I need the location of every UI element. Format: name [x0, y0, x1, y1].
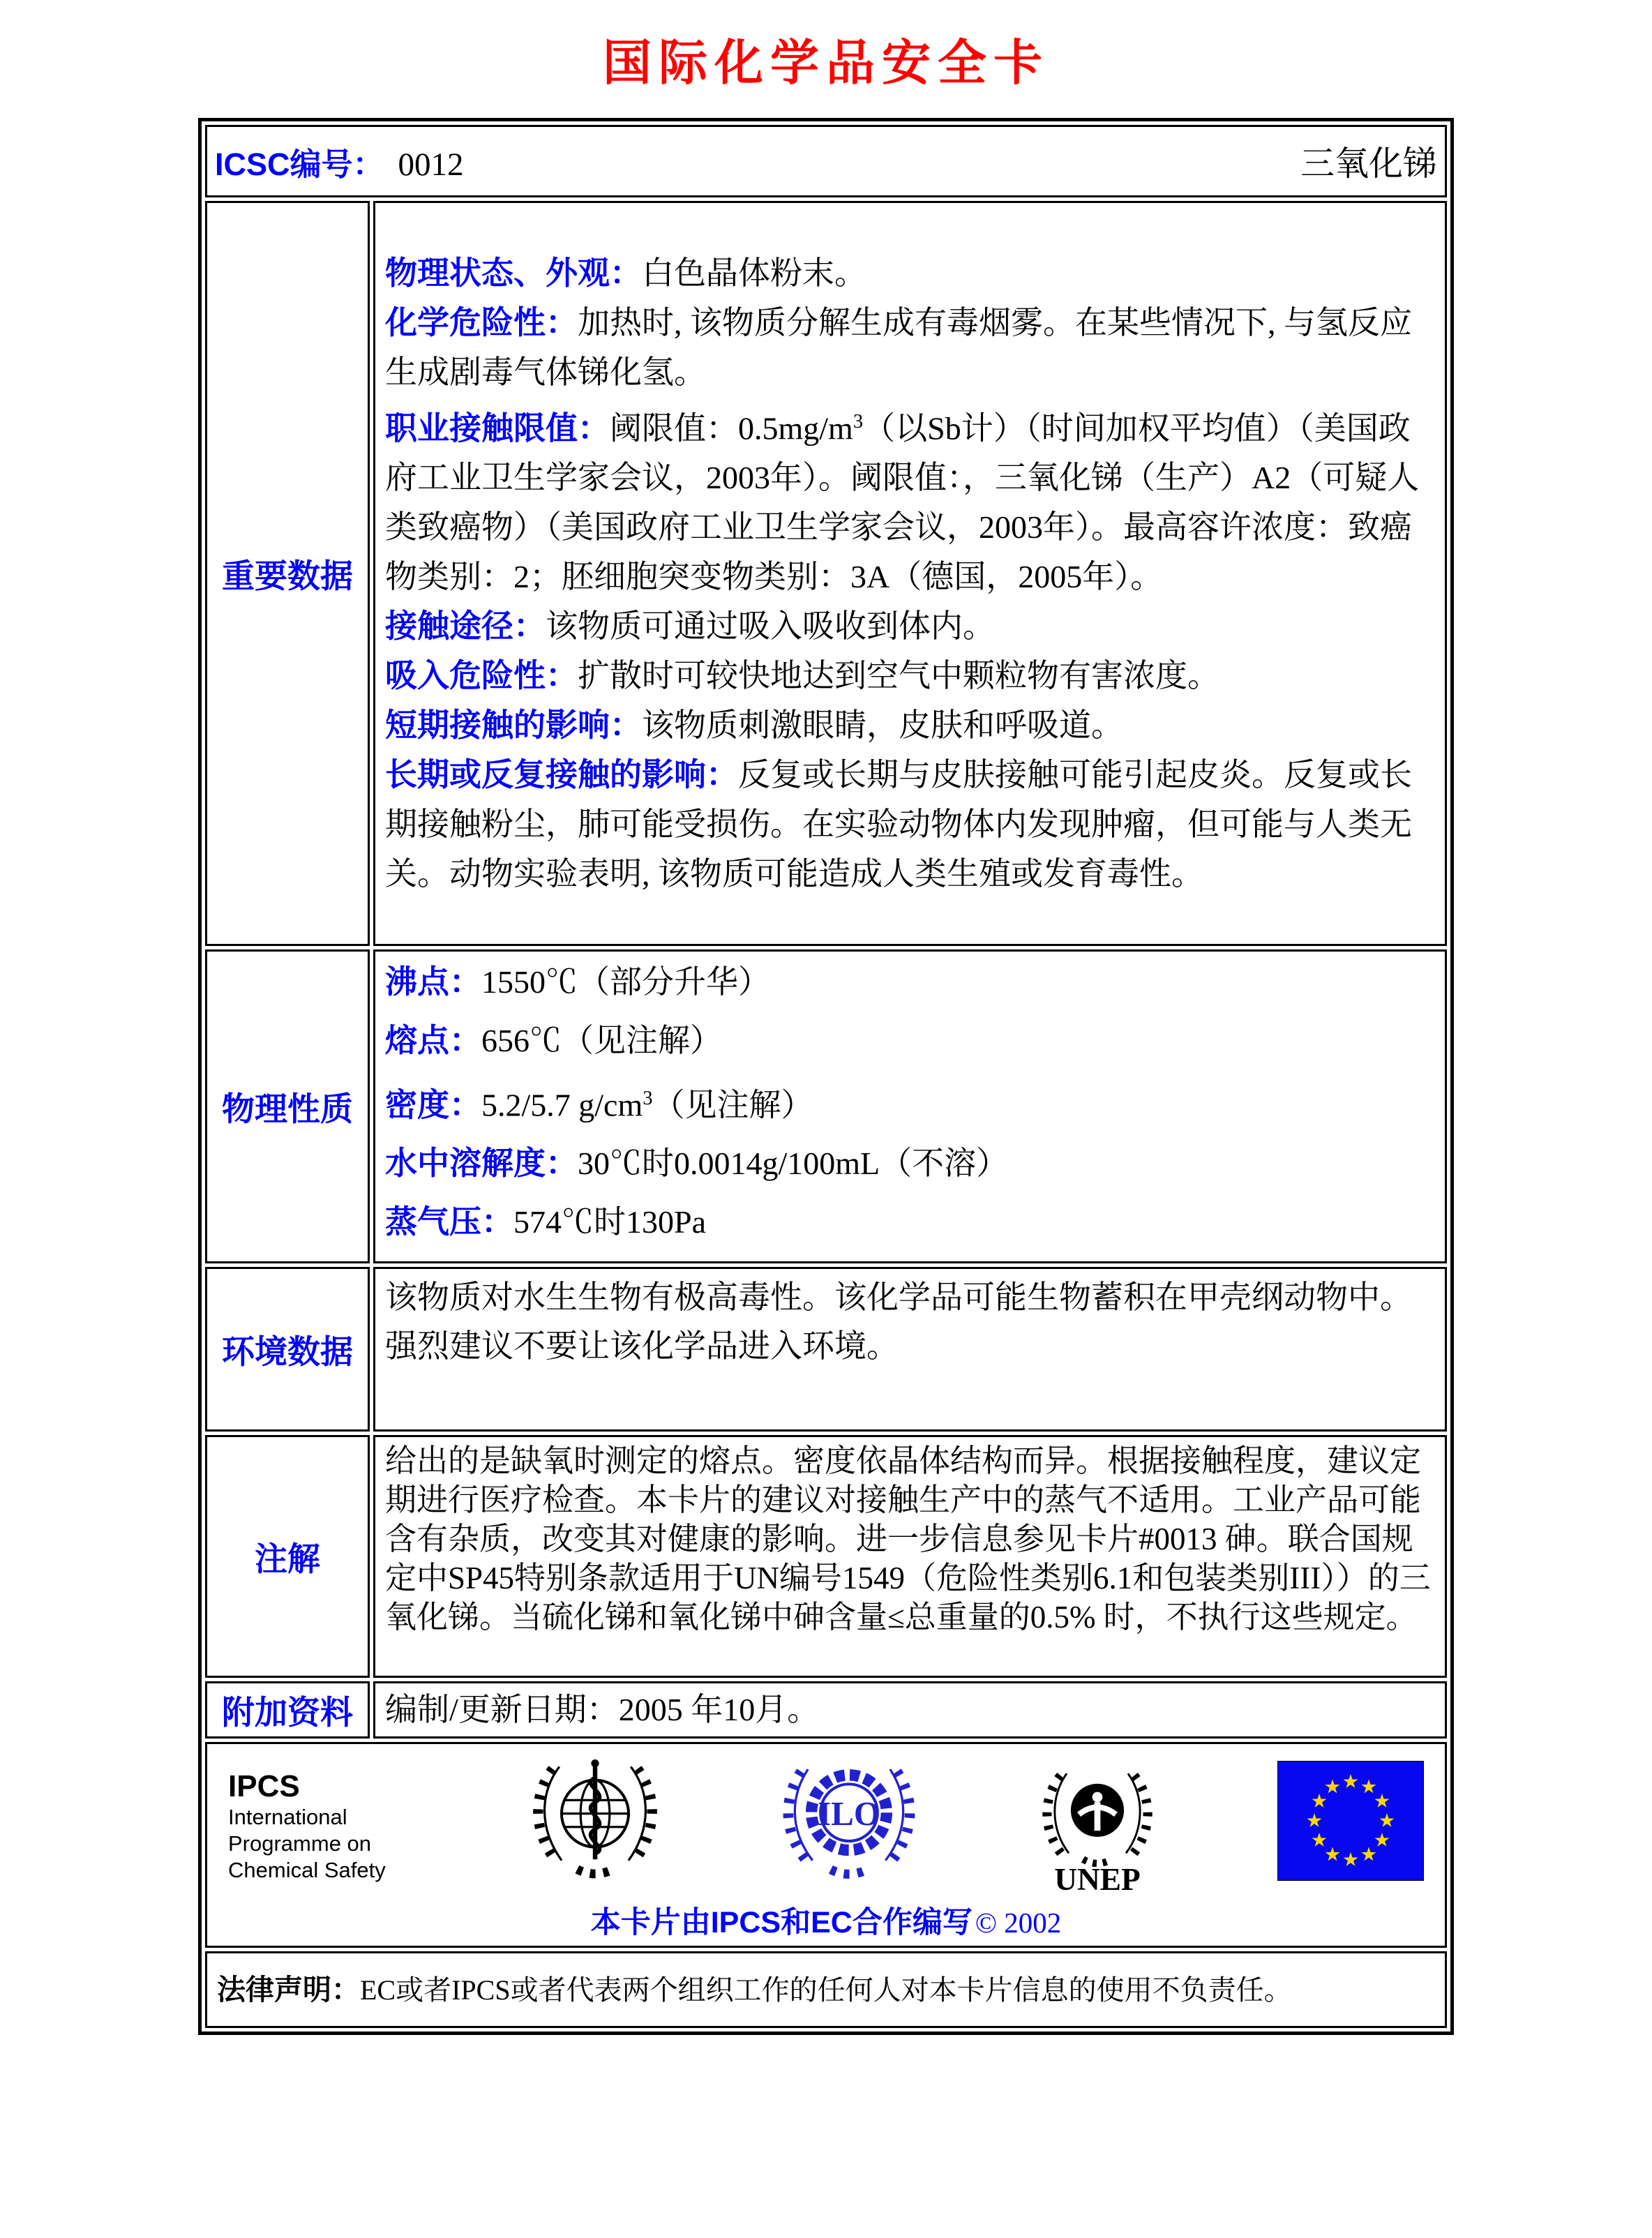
section-label-notes: 注解 — [255, 1540, 320, 1577]
ilo-icon — [781, 1751, 917, 1891]
section-label-additional-info-cell — [205, 1681, 370, 1738]
section-label-environmental-data-cell — [205, 1267, 370, 1432]
header-cell — [205, 125, 1447, 197]
icsc-card-table — [198, 118, 1454, 2035]
copyright-year: © 2002 — [975, 1907, 1062, 1939]
physical-properties-row — [205, 949, 1447, 1263]
field-water-solubility: 水中溶解度：30℃时0.0014g/100mL（不溶） — [385, 1145, 1009, 1182]
logos-row — [205, 1742, 1447, 1948]
environmental-data-content — [373, 1267, 1447, 1432]
legal-row — [205, 1951, 1447, 2028]
section-label-additional-info: 附加资料 — [222, 1693, 353, 1731]
page-title: 国际化学品安全卡 — [603, 37, 1049, 91]
environmental-data-row — [205, 1267, 1447, 1432]
svg-text:UNEP: UNEP — [1054, 1862, 1141, 1894]
icsc-number — [215, 139, 464, 184]
physical-properties-content — [373, 949, 1447, 1263]
logos-cell — [205, 1742, 1447, 1948]
who-icon — [528, 1751, 662, 1888]
field-density: 密度：5.2/5.7 $g/cm^3$（见注解） — [385, 1086, 813, 1123]
notes-row — [205, 1435, 1447, 1678]
additional-info-content — [373, 1681, 1447, 1738]
notes-content — [373, 1435, 1447, 1678]
icsc-number-value: 0012 — [398, 146, 464, 183]
field-vapor-pressure: 蒸气压：574℃时130Pa — [385, 1203, 706, 1240]
field-routes-of-exposure: 接触途径：该物质可通过吸入吸收到体内。 — [385, 608, 995, 645]
header-row — [205, 125, 1447, 197]
field-short-term-effects: 短期接触的影响：该物质刺激眼睛，皮肤和呼吸道。 — [385, 707, 1123, 744]
legal-notice-label: 法律声明： — [217, 1973, 360, 2006]
credit-line — [228, 1899, 1424, 1942]
section-label-environmental-data: 环境数据 — [222, 1332, 353, 1370]
icsc-number-label: ICSC编号： — [215, 146, 384, 182]
legal-notice: 法律声明：EC或者IPCS或者代表两个组织工作的任何人对本卡片信息的使用不负责任。 — [217, 1973, 1292, 2006]
section-label-important-data: 重要数据 — [222, 557, 353, 594]
credit-text: 本卡片由IPCS和EC合作编写 — [590, 1906, 973, 1939]
notes-text: 给出的是缺氧时测定的熔点。密度依晶体结构而异。根据接触程度，建议定期进行医疗检查。本卡片的建议对接触生产中的蒸气不适用。工业产品可能含有杂质，改变其对健康的影响。进一步信息参见卡片#0013 砷。联合国规定中SP45特别条款适用于UN编号1549（危险性类别6.1和包装类别III））的三氧化锑。当硫化锑和氧化锑中砷含量≤总重量的0.5% 时，不执行这些规定。 — [385, 1443, 1431, 1635]
field-inhalation-risk: 吸入危险性：扩散时可较快地达到空气中颗粒物有害浓度。 — [385, 657, 1219, 694]
unep-icon — [1036, 1751, 1159, 1898]
additional-info-text: 编制/更新日期：2005 年10月。 — [385, 1692, 820, 1727]
eu-flag-icon — [1277, 1761, 1424, 1881]
ipcs-title: IPCS — [228, 1769, 300, 1803]
field-long-term-effects: 长期或反复接触的影响：反复或长期与皮肤接触可能引起皮炎。反复或长期接触粉尘，肺可能受损伤。在实验动物体内发现肿瘤，但可能与人类无关。动物实验表明, 该物质可能造成人类生殖或发育毒性。 — [385, 756, 1412, 892]
ipcs-text-block: IPCS International Programme on Chemical Safety — [228, 1751, 410, 1884]
svg-text:ILO: ILO — [818, 1794, 880, 1833]
important-data-row — [205, 201, 1447, 946]
section-label-notes-cell — [205, 1435, 370, 1678]
section-label-physical-properties: 物理性质 — [222, 1090, 353, 1127]
field-physical-state: 物理状态、外观：白色晶体粉末。 — [385, 254, 866, 291]
chemical-name: 三氧化锑 — [1300, 144, 1437, 183]
field-boiling-point: 沸点：1550℃（部分升华） — [385, 963, 770, 1000]
field-chemical-hazard: 化学危险性：加热时, 该物质分解生成有毒烟雾。在某些情况下, 与氢反应生成剧毒气体锑化氢。 — [385, 303, 1412, 390]
important-data-content — [373, 201, 1447, 946]
environmental-data-text: 该物质对水生生物有极高毒性。该化学品可能生物蓄积在甲壳纲动物中。强烈建议不要让该化学品进入环境。 — [385, 1279, 1412, 1364]
section-label-important-data-cell — [205, 201, 370, 946]
field-occupational-exposure-limits: 职业接触限值：阈限值：$0.5mg/m^3$（以Sb计）（时间加权平均值）（美国政府工业卫生学家会议，2003年）。阈限值：，三氧化锑（生产）A2（可疑人类致癌物）（美国政府工业卫生学家会议，2003年）。最高容许浓度：致癌物类别：2；胚细胞突变物类别：3A（德国，2005年）。 — [385, 410, 1420, 595]
field-melting-point: 熔点：656℃（见注解） — [385, 1021, 722, 1058]
additional-info-row — [205, 1681, 1447, 1738]
section-label-physical-properties-cell — [205, 949, 370, 1263]
legal-cell — [205, 1951, 1447, 2028]
